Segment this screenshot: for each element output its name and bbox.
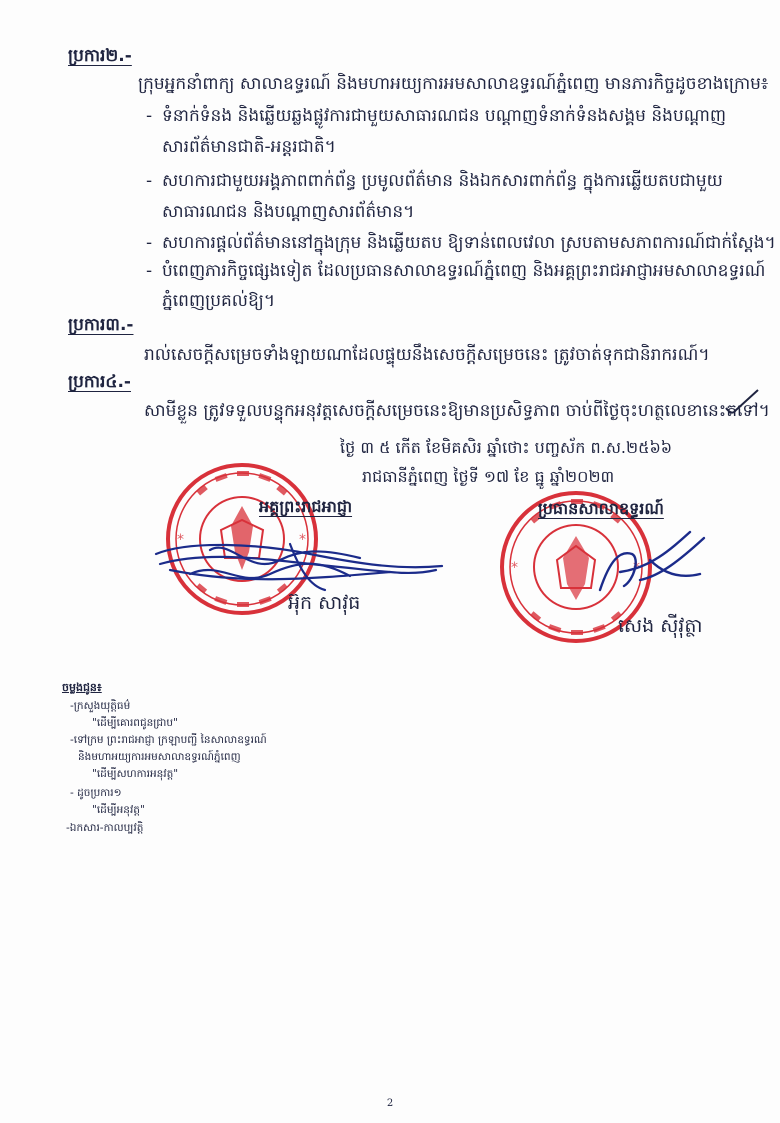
article-2-bullet-2: - សហការជាមួយអង្គភាពពាក់ព័ន្ធ ប្រមូលព័ត៌មាន និងឯកសារពាក់ព័ន្ធ ក្នុងការឆ្លើយតបជាមួយ: [146, 171, 723, 191]
article-2-bullet-4: - បំពេញភារកិច្ចផ្សេងទៀត ដែលប្រធានសាលាឧទ្ធរណ៍ភ្នំពេញ និងអគ្គព្រះរាជអាជ្ញាអមសាលាឧទ្ធរណ៍: [146, 261, 766, 281]
svg-text:*: *: [633, 560, 640, 576]
lunar-date: ថ្ងៃ ៣ ៥ កើត ខែមិគសិរ ឆ្នាំថោះ បញ្ចស័ក ព.ស.២៥៦៦: [340, 438, 673, 457]
copy-item: - ដូចប្រការ១: [70, 787, 122, 799]
article-2-bullet-3: - សហការផ្ដល់ព័ត៌មាននៅក្នុងក្រុម និងឆ្លើយតប ឱ្យទាន់ពេលវេលា ស្របតាមសភាពការណ៍ជាក់ស្ដែង។: [146, 233, 776, 253]
article-3-heading: ប្រការ៣.-: [68, 315, 134, 335]
article-4-text: សាមីខ្លួន ត្រូវទទួលបន្ទុកអនុវត្តសេចក្ដីសម្រេចនេះឱ្យមានប្រសិទ្ធភាព ចាប់ពីថ្ងៃចុះហត្ថលេខានេះតទៅ។: [144, 401, 770, 421]
copy-item: -ទៅក្រម ព្រះរាជអាជ្ញា ក្រឡាបញ្ជី នៃសាលាឧទ្ធរណ៍: [70, 734, 267, 746]
article-2-intro: ក្រុមអ្នកនាំពាក្យ សាលាឧទ្ធរណ៍ និងមហាអយ្យការអមសាលាឧទ្ធរណ៍ភ្នំពេញ មានភារកិច្ចដូចខាងក្រោម៖: [138, 74, 769, 94]
copy-item: "ដើម្បីសហការអនុវត្ត": [92, 768, 179, 780]
left-signatory-title: អគ្គព្រះរាជអាជ្ញា: [259, 497, 353, 516]
copy-item: និងមហាអយ្យការអមសាលាឧទ្ធរណ៍ភ្នំពេញ: [78, 751, 241, 763]
left-signatory-name: អ៊ុក សាវុធ: [288, 592, 361, 614]
article-4-heading: ប្រការ៤.-: [68, 372, 131, 392]
right-signatory-title: ប្រធានសាលាឧទ្ធរណ៍: [538, 499, 664, 518]
right-signatory-name: សេង ស៊ីវុត្ថា: [618, 615, 703, 637]
copy-item: -ក្រសួងយុត្តិធម៌: [70, 700, 131, 712]
article-3-text: រាល់សេចក្ដីសម្រេចទាំងឡាយណាដែលផ្ទុយនឹងសេចក្ដីសម្រេចនេះ ត្រូវចាត់ទុកជានិរាករណ៍។: [144, 345, 710, 365]
article-2-bullet-4-cont: ភ្នំពេញប្រគល់ឱ្យ។: [162, 291, 276, 311]
copy-item: "ដើម្បីអនុវត្ត": [92, 804, 145, 816]
article-2-bullet-1-cont: សារព័ត៌មានជាតិ-អន្តរជាតិ។: [162, 137, 336, 157]
copy-item: "ដើម្បីគោរពជូនជ្រាប": [92, 717, 178, 729]
article-2-bullet-1: - ទំនាក់ទំនង និងឆ្លើយឆ្លងផ្លូវការជាមួយសាធារណជន បណ្ដាញទំនាក់ទំនងសង្គម និងបណ្ដាញ: [146, 106, 727, 126]
article-2-heading: ប្រការ២.-: [68, 46, 132, 66]
left-handwritten-signature: [150, 530, 450, 600]
check-mark-icon: [724, 386, 764, 420]
copy-item: -ឯកសារ-កាលប្បវត្តិ: [66, 822, 144, 834]
svg-text:*: *: [511, 560, 518, 576]
article-2-bullet-2-cont: សាធារណជន និងបណ្ដាញសារព័ត៌មាន។: [162, 202, 415, 222]
svg-text:*: *: [299, 532, 306, 548]
page-number: 2: [386, 1098, 394, 1109]
svg-text:*: *: [177, 532, 184, 548]
right-handwritten-signature: [580, 520, 730, 600]
solar-date: រាជធានីភ្នំពេញ ថ្ងៃទី ១៧ ខែ ធ្នូ ឆ្នាំ២០២៣: [362, 467, 615, 486]
copies-heading: ចម្លងជូន៖: [62, 681, 102, 694]
